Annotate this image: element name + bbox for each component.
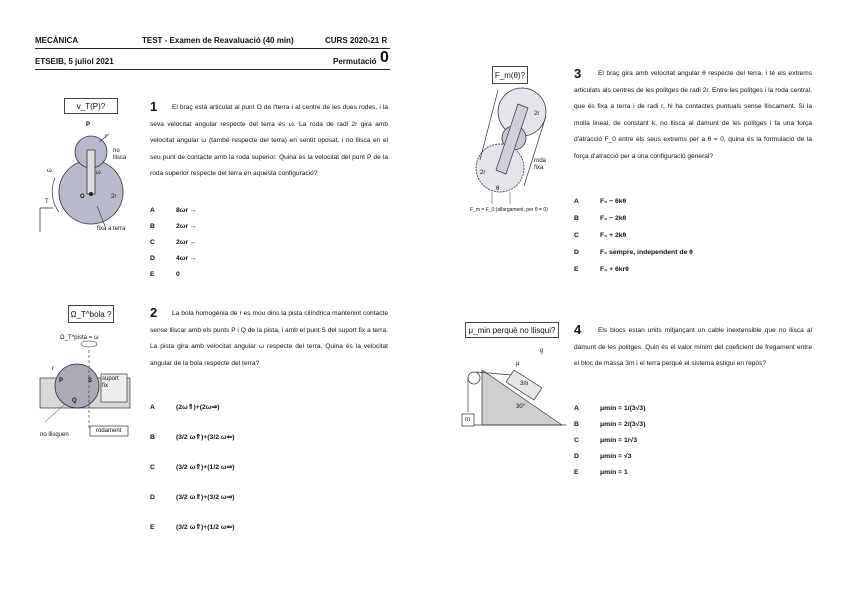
- q1-number: 1: [150, 99, 158, 114]
- q1-options: [150, 202, 380, 282]
- q2-figure: [35, 340, 145, 440]
- q2-text: La bola homogènia de r es mou dins la pista cilíndrica mantenint contacte sense lliscar amb els punts P i Q de la pista, i amb el punt S del suport fix a terra. La pista gira amb velocitat angular ω respecte del terra. Quina és la velocitat angular de la bola respecte del terra?: [150, 310, 388, 367]
- q4-option-d[interactable]: D μmin = √3: [574, 452, 632, 460]
- q3-caption: F_m = F_0 (allargament, per θ = 0): [470, 207, 548, 213]
- q3-option-a[interactable]: A F₀ − 6kθ: [574, 198, 627, 205]
- q1-option-b[interactable]: B 2ωr →: [150, 222, 197, 230]
- q3-badge: F_m(θ)?: [492, 66, 528, 84]
- q3-lbl-roda-fixa: roda fixa: [534, 158, 547, 171]
- q2-lbl-p: P: [59, 378, 64, 384]
- test-title: TEST - Examen de Reavaluació (40 min): [142, 36, 294, 45]
- q1-lbl-omega2: ω: [96, 170, 101, 176]
- q2-option-a[interactable]: A (2ω⇑)+(2ω⇒): [150, 403, 220, 411]
- q2-lbl-r: r: [52, 366, 54, 372]
- q4-lbl-3m: 3m: [520, 381, 529, 387]
- q1-option-d[interactable]: D 4ωr →: [150, 254, 197, 262]
- q2-option-d[interactable]: D (3/2 ω⇑)+(3/2 ω⇒): [150, 493, 235, 501]
- permutation-value: 0: [380, 49, 389, 66]
- course: CURS 2020-21 R: [325, 36, 388, 45]
- q1-text: El braç està articulat al punt O de l'terra i al centre de les dues rodes, i la seva velocitat angular respecte del terra és ω. La roda de radi 2r gira amb velocitat angular ω (també respecte del terra) en sentit oposat, i no llisca en el seu punt de contacte amb la roda superior. Quina és la velocitat del punt P de la roda superior respecte del terra en aquesta configuració?: [150, 104, 388, 177]
- q3-lbl-2r-bottom: 2r: [480, 170, 486, 176]
- header-rule: [35, 48, 390, 49]
- q3-option-c[interactable]: C F₀ + 2kθ: [574, 232, 627, 239]
- q3-figure: [470, 80, 565, 210]
- q2-option-c[interactable]: C (3/2 ω⇑)+(1/2 ω⇒): [150, 463, 235, 471]
- q2-lbl-omega-eq: Ω_T^pista = ω: [60, 335, 99, 341]
- q2-number: 2: [150, 305, 158, 320]
- q2-lbl-rodament: rodament: [96, 428, 122, 434]
- q2-lbl-s: S: [88, 378, 93, 384]
- q2-option-b[interactable]: B (3/2 ω⇑)+(3/2 ω⇐): [150, 433, 235, 441]
- q1-lbl-2r: 2r: [111, 194, 117, 200]
- q1-lbl-r: r: [105, 134, 107, 140]
- permutation-label: Permutació: [333, 57, 377, 66]
- q4-options: [574, 400, 804, 480]
- q1-figure: [35, 120, 145, 235]
- q1-lbl-fixa-terra: fixa a terra: [97, 226, 126, 232]
- q1-option-e[interactable]: E 0: [150, 270, 180, 278]
- q4-badge: μ_min perquè no llisqui?: [465, 322, 559, 338]
- q1-option-c[interactable]: C 2ωr ←: [150, 238, 197, 246]
- q2-options: [150, 392, 380, 542]
- subject: MECÀNICA: [35, 36, 79, 45]
- q3-lbl-2r-top: 2r: [534, 111, 540, 117]
- q1-lbl-t: T: [45, 199, 49, 205]
- q1-lbl-o: O: [80, 194, 85, 200]
- q4-lbl-mu: μ: [516, 361, 520, 367]
- q4-option-a[interactable]: A μmin = 1/(3√3): [574, 404, 646, 412]
- q4-lbl-angle: 30°: [516, 404, 526, 410]
- q4-option-e[interactable]: E μmin = 1: [574, 468, 628, 476]
- q1-lbl-omega1: ω: [47, 168, 52, 174]
- q2-lbl-no-llisquen: no llisquen: [40, 432, 69, 438]
- q4-option-b[interactable]: B μmin = 2/(3√3): [574, 420, 646, 428]
- q3-number: 3: [574, 66, 582, 81]
- q1-badge: v_T(P)?: [64, 98, 118, 114]
- q3-option-d[interactable]: D F₀ sempre, independent de θ: [574, 249, 693, 256]
- q2-lbl-q: Q: [72, 398, 77, 404]
- header-rule-2: [35, 69, 390, 70]
- q3-lbl-theta: θ: [496, 186, 500, 192]
- school-date: ETSEIB, 5 juliol 2021: [35, 57, 114, 66]
- q3-text: El braç gira amb velocitat angular θ respecte del terra, i té els extrems articulats als centres de les politges de radi 2r. Entre les politges i la roda central, que és fixa a terra i de radi r, hi ha contactes puntuals sense lliscament. Si la molla lineal, de constant k, no llisca al damunt de les politges i fa una força d'atracció F_0 entre els seus extrems per a θ = 0, quina és la formulació de la força d'atracció per a una configuració general?: [574, 70, 812, 160]
- q3-option-e[interactable]: E F₀ + 6krθ: [574, 266, 629, 273]
- q4-option-c[interactable]: C μmin = 1/√3: [574, 436, 638, 444]
- q4-number: 4: [574, 322, 582, 337]
- q2-badge: Ω_T^bola ?: [68, 305, 114, 323]
- q3-options: [574, 193, 804, 278]
- q2-option-e[interactable]: E (3/2 ω⇑)+(1/2 ω⇐): [150, 523, 235, 531]
- q4-lbl-m: m: [465, 417, 470, 423]
- q4-lbl-g: g: [540, 348, 544, 354]
- q1-lbl-p: P: [86, 122, 91, 128]
- q4-text: Els blocs estan units mitjançant un cable inextensible que no llisca al damunt de les politges. Quin és el valor mínim del coeficient de fregament entre el bloc de massa 3m i el terra perquè el sistema estigui en repòs?: [574, 327, 812, 367]
- q4-figure: [462, 350, 567, 435]
- q3-option-b[interactable]: B F₀ − 2kθ: [574, 215, 627, 222]
- q1-option-a[interactable]: A 8ωr →: [150, 206, 197, 214]
- q1-lbl-no-llisca: no llisca: [113, 148, 127, 161]
- q2-lbl-suport: suport fix: [102, 376, 119, 389]
